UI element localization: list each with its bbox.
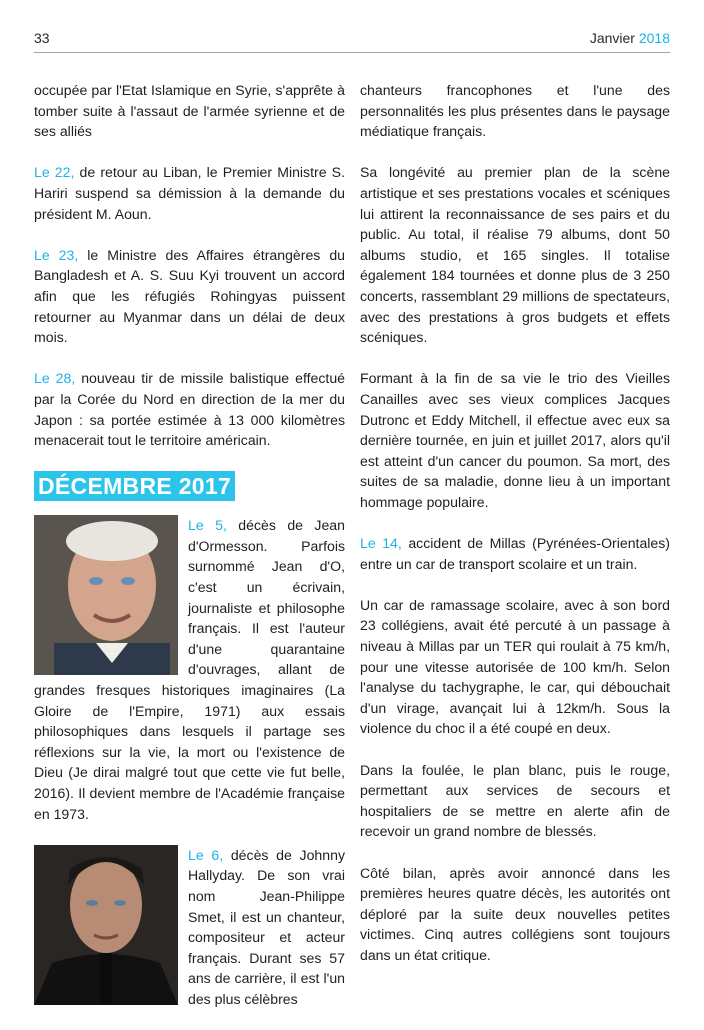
paragraph-text: le Ministre des Affaires étrangères du Bangladesh et A. S. Suu Kyi trouvent un accord afin que les réfugiés Rohingyas puissent retourner au Myanmar dans un délai de deux mois. (34, 246, 346, 346)
paragraph-text: décès de Johnny Hallyday. De son vrai nom Jean-Philippe Smet, il est un chanteur, compositeur et acteur français. Durant ses 57 ans de carrière, il est l'un des plus célèbres (188, 846, 345, 1007)
paragraph: Dans la foulée, le plan blanc, puis le rouge, permettant aux services de secours et hospitaliers de se mettre en alerte afin de recevoir un grand nombre de blessés. (360, 761, 670, 840)
right-column (360, 80, 670, 986)
date-label: Le 6, (188, 846, 224, 863)
portrait-illustration (34, 845, 178, 1005)
paragraph (360, 533, 670, 574)
paragraph: chanteurs francophones et l'une des personnalités les plus présentes dans le paysage médiatique français. (360, 82, 670, 140)
issue-year: 2018 (638, 30, 670, 46)
paragraph-text: décès de Jean d'Ormesson. Parfois surnommé Jean d'O, c'est un écrivain, journaliste et philosophe français. Il est l'auteur d'une quarantaine d'ouvrages, allant de grandes fresques historiques imaginaires (La Gloire de l'Empire, 1971) aux essais philosophiques dans lesquels il partage ses réflexions sur la vie, la mort ou l'existence de Dieu (Je dirai malgré tout que cette vie fut belle, 2016). Il devient membre de l'Académie française en 1973. (34, 517, 345, 822)
page-number: 33 (34, 30, 50, 46)
issue-date (590, 30, 670, 46)
paragraph: Sa longévité au premier plan de la scène artistique et ses prestations vocales et scéniques lui attirent la reconnaissance de ses pairs et du public. Au total, il réalise 79 albums, dont 50 albums studio, et 165 singles. Il totalise également 184 tournées et donne plus de 3 250 concerts, rassemblant 29 millions de spectateurs, avec des prestations à gros budgets et effets scéniques. (360, 164, 670, 346)
portrait-photo-ormesson (34, 515, 178, 675)
paragraph (34, 245, 345, 348)
paragraph-text: accident de Millas (Pyrénées-Orientales) entre un car de transport scolaire et un train. (360, 535, 670, 572)
paragraph: Un car de ramassage scolaire, avec à son bord 23 collégiens, avait été percuté à un passage à niveau à Millas par un TER qui roulait à 75 km/h, pour une vitesse autorisée de 100 km/h. Selon l'analyse du tachygraphe, le car, qui débouchait d'un virage, avançait lui à 12km/h. Sous la violence du choc il a été coupé en deux. (360, 596, 670, 737)
entry-ormesson (34, 515, 345, 845)
left-column (34, 80, 345, 1030)
date-label: Le 14, (360, 535, 402, 552)
paragraph-text: de retour au Liban, le Premier Ministre S. Hariri suspend sa démission à la demande du président M. Aoun. (34, 164, 345, 222)
date-label: Le 5, (188, 517, 227, 534)
paragraph: Côté bilan, après avoir annoncé dans les premières heures quatre décès, les autorités ont déploré par la suite deux nouvelles petites victimes. Cinq autres collégiens sont toujours dans un état critique. (360, 864, 670, 963)
paragraph (34, 162, 345, 224)
date-label: Le 28, (34, 370, 76, 387)
entry-hallyday (34, 845, 345, 1030)
paragraph: occupée par l'Etat Islamique en Syrie, s'apprête à tomber suite à l'assaut de l'armée syrienne et de ses alliés (34, 82, 345, 140)
date-label: Le 22, (34, 164, 75, 181)
paragraph: Formant à la fin de sa vie le trio des Vieilles Canailles avec ses vieux complices Jacques Dutronc et Eddy Mitchell, il effectue avec eux sa dernière tournée, en juin et juillet 2017, alors qu'il est atteint d'un cancer du poumon. Sa mort, des suites de sa maladie, donne lieu à un important hommage populaire. (360, 370, 670, 510)
paragraph-text: nouveau tir de missile balistique effectué par la Corée du Nord en direction de la mer du Japon : sa portée estimée à 13 000 kilomètres menacerait tout le territoire américain. (34, 370, 345, 449)
date-label: Le 23, (34, 246, 79, 263)
header-rule (34, 52, 670, 53)
portrait-photo-hallyday (34, 845, 178, 1005)
issue-month: Janvier (589, 30, 639, 46)
paragraph (34, 368, 345, 450)
page-header (34, 30, 670, 50)
section-title: DÉCEMBRE 2017 (34, 471, 235, 501)
portrait-illustration (34, 515, 178, 675)
